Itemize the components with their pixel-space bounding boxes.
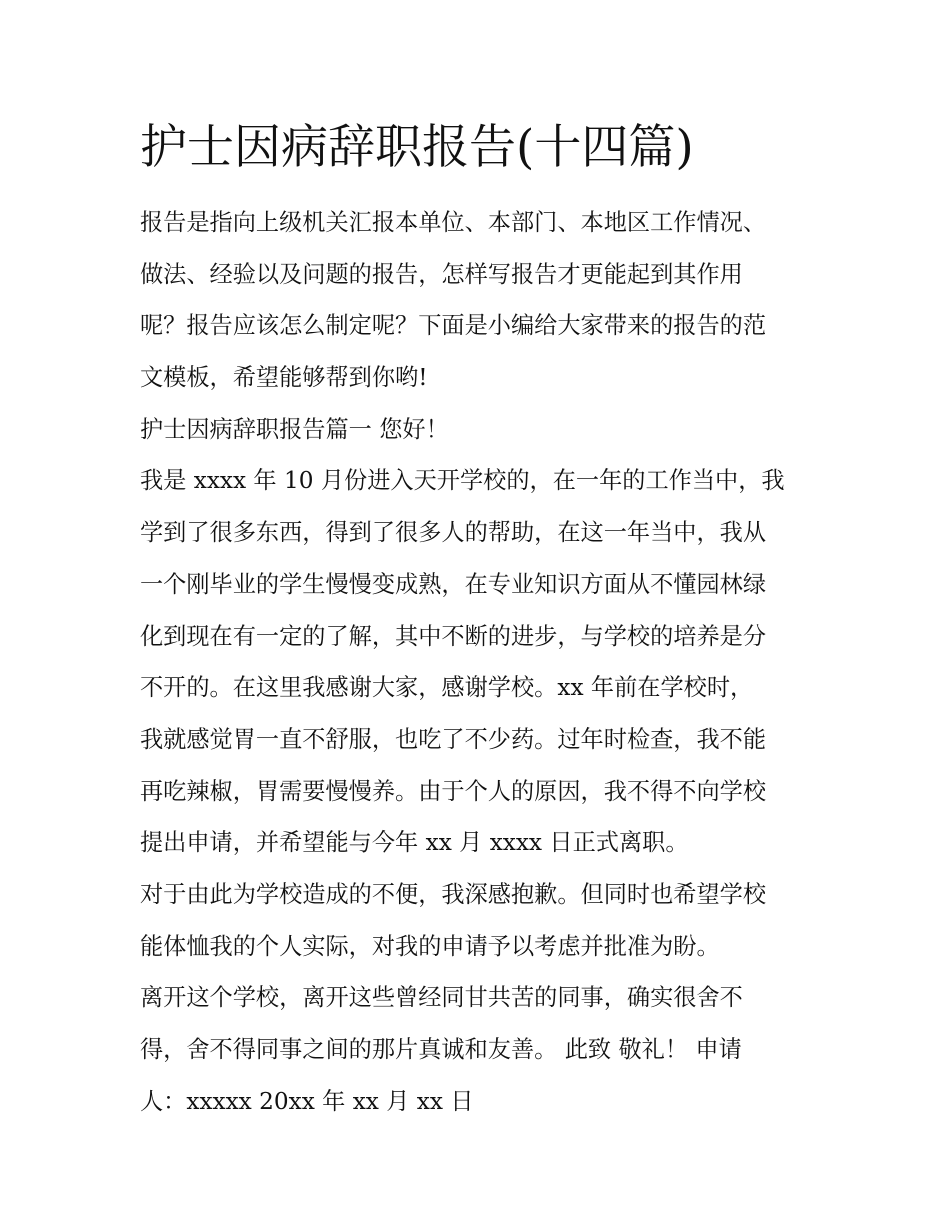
text-line: 再吃辣椒，胃需要慢慢养。由于个人的原因，我不得不向学校	[140, 777, 767, 805]
text-line: 对于由此为学校造成的不便，我深感抱歉。但同时也希望学校	[140, 880, 767, 908]
text-line: 提出申请，并希望能与今年 xx 月 xxxx 日正式离职。	[140, 829, 689, 857]
text-line: 报告是指向上级机关汇报本单位、本部门、本地区工作情况、	[140, 209, 767, 236]
text-line: 做法、经验以及问题的报告，怎样写报告才更能起到其作用	[140, 260, 743, 288]
text-line: 我就感觉胃一直不舒服，也吃了不少药。过年时检查，我不能	[140, 725, 767, 753]
text-line: 化到现在有一定的了解，其中不断的进步，与学校的培养是分	[140, 622, 767, 650]
text-line: 能体恤我的个人实际，对我的申请予以考虑并批准为盼。	[140, 932, 720, 960]
text-line: 离开这个学校，离开这些曾经同甘共苦的同事，确实很舍不	[140, 984, 743, 1012]
text-line: 一个刚毕业的学生慢慢变成熟，在专业知识方面从不懂园林绿	[140, 570, 767, 598]
text-line: 我是 xxxx 年 10 月份进入天开学校的，在一年的工作当中，我	[140, 467, 785, 495]
text-line: 不开的。在这里我感谢大家，感谢学校。xx 年前在学校时，	[140, 674, 754, 702]
text-line: 得，舍不得同事之间的那片真诚和友善。 此致 敬礼！ 申请	[140, 1036, 742, 1063]
signature-line: 人：xxxxx 20xx 年 xx 月 xx 日	[140, 1087, 474, 1115]
section-heading-line: 护士因病辞职报告篇一 您好！	[140, 415, 449, 443]
document-body	[140, 197, 812, 1127]
text-line: 呢？报告应该怎么制定呢？下面是小编给大家带来的报告的范	[140, 312, 767, 340]
text-line: 文模板，希望能够帮到你哟!	[140, 364, 428, 392]
document-title: 护士因病辞职报告(十四篇)	[140, 120, 694, 175]
text-line: 学到了很多东西，得到了很多人的帮助，在这一年当中，我从	[140, 519, 767, 547]
